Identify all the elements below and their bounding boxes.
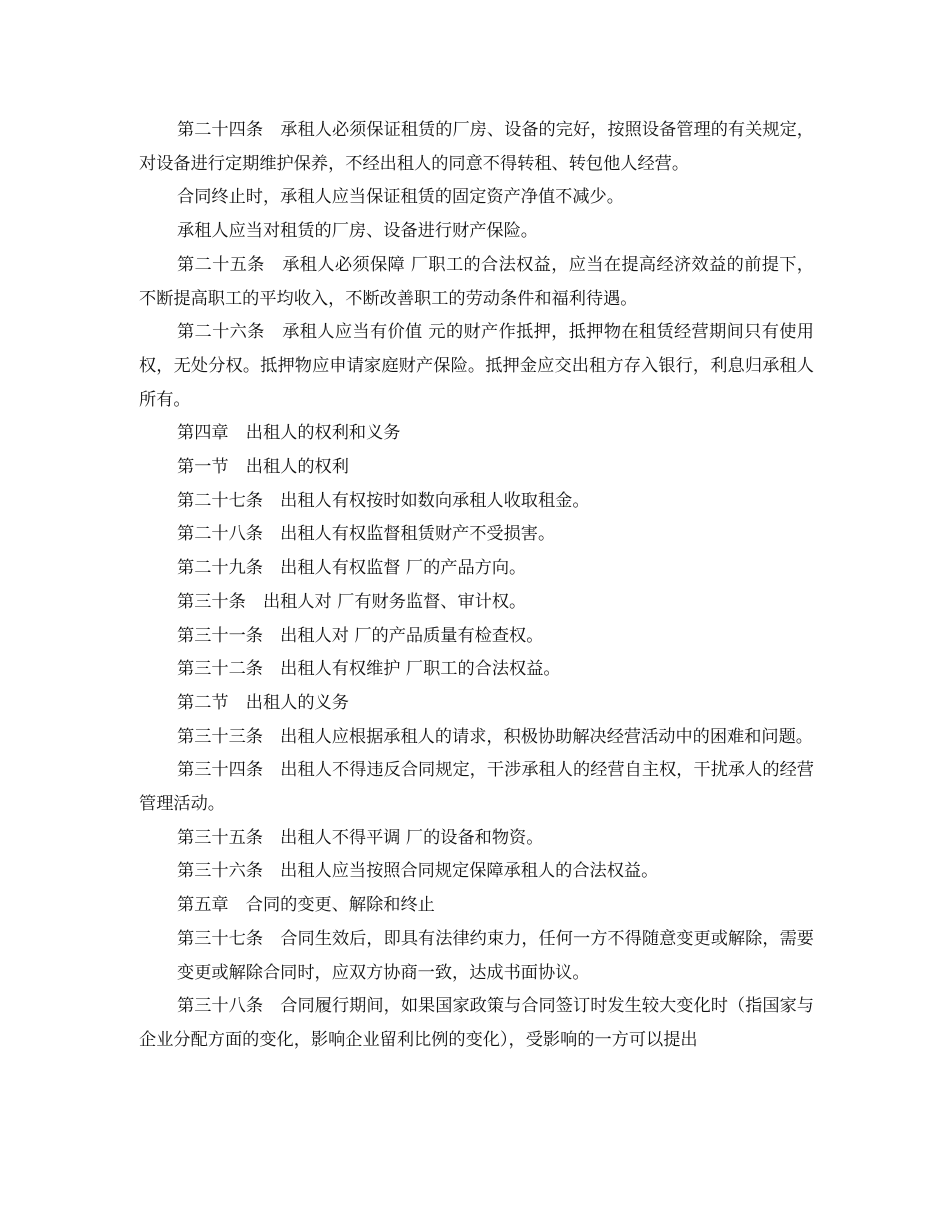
section-1-heading: 第一节 出租人的权利 — [177, 457, 349, 478]
article-37-paragraph: 第三十七条 合同生效后，即具有法律约束力，任何一方不得随意变更或解除，需要变更或解除合同时，应双方协商一致，达成书面协议。 — [177, 928, 814, 983]
article-29-paragraph: 第二十九条 出租人有权监督 厂的产品方向。 — [177, 558, 527, 579]
article-30-paragraph: 第三十条 出租人对 厂有财务监督、审计权。 — [177, 591, 527, 612]
article-28-paragraph: 第二十八条 出租人有权监督租赁财产不受损害。 — [177, 524, 556, 545]
article-27-paragraph: 第二十七条 出租人有权按时如数向承租人收取租金。 — [177, 490, 590, 511]
article-24-insurance-paragraph: 承租人应当对租赁的厂房、设备进行财产保险。 — [177, 221, 538, 242]
article-25-paragraph: 第二十五条 承租人必须保障 厂职工的合法权益，应当在提高经济效益的前提下，不断提高职工的平均收入，不断改善职工的劳动条件和福利待遇。 — [139, 254, 814, 309]
article-35-paragraph: 第三十五条 出租人不得平调 厂的设备和物资。 — [177, 827, 544, 848]
chapter-5-heading: 第五章 合同的变更、解除和终止 — [177, 895, 435, 916]
section-2-heading: 第二节 出租人的义务 — [177, 692, 349, 713]
article-31-paragraph: 第三十一条 出租人对 厂的产品质量有检查权。 — [177, 625, 544, 646]
article-33-paragraph: 第三十三条 出租人应根据承租人的请求，积极协助解决经营活动中的困难和问题。 — [177, 726, 813, 747]
contract-text-body — [139, 114, 814, 1058]
article-24-paragraph: 第二十四条 承租人必须保证租赁的厂房、设备的完好，按照设备管理的有关规定，对设备进行定期维护保养，不经出租人的同意不得转租、转包他人经营。 — [139, 120, 814, 174]
article-36-paragraph: 第三十六条 出租人应当按照合同规定保障承租人的合法权益。 — [177, 861, 659, 882]
article-24-fixed-assets-paragraph: 合同终止时，承租人应当保证租赁的固定资产净值不减少。 — [177, 187, 624, 208]
article-34-paragraph: 第三十四条 出租人不得违反合同规定，干涉承租人的经营自主权，干扰承人的经营管理活动。 — [139, 760, 814, 815]
article-32-paragraph: 第三十二条 出租人有权维护 厂职工的合法权益。 — [177, 659, 561, 680]
article-38-paragraph: 第三十八条 合同履行期间，如果国家政策与合同签订时发生较大变化时（指国家与企业分配方面的变化，影响企业留利比例的变化），受影响的一方可以提出 — [139, 996, 814, 1050]
chapter-4-heading: 第四章 出租人的权利和义务 — [177, 423, 401, 444]
article-26-paragraph: 第二十六条 承租人应当有价值 元的财产作抵押，抵押物在租赁经营期间只有使用权，无处分权。抵押物应申请家庭财产保险。抵押金应交出租方存入银行，利息归承租人所有。 — [139, 322, 814, 410]
